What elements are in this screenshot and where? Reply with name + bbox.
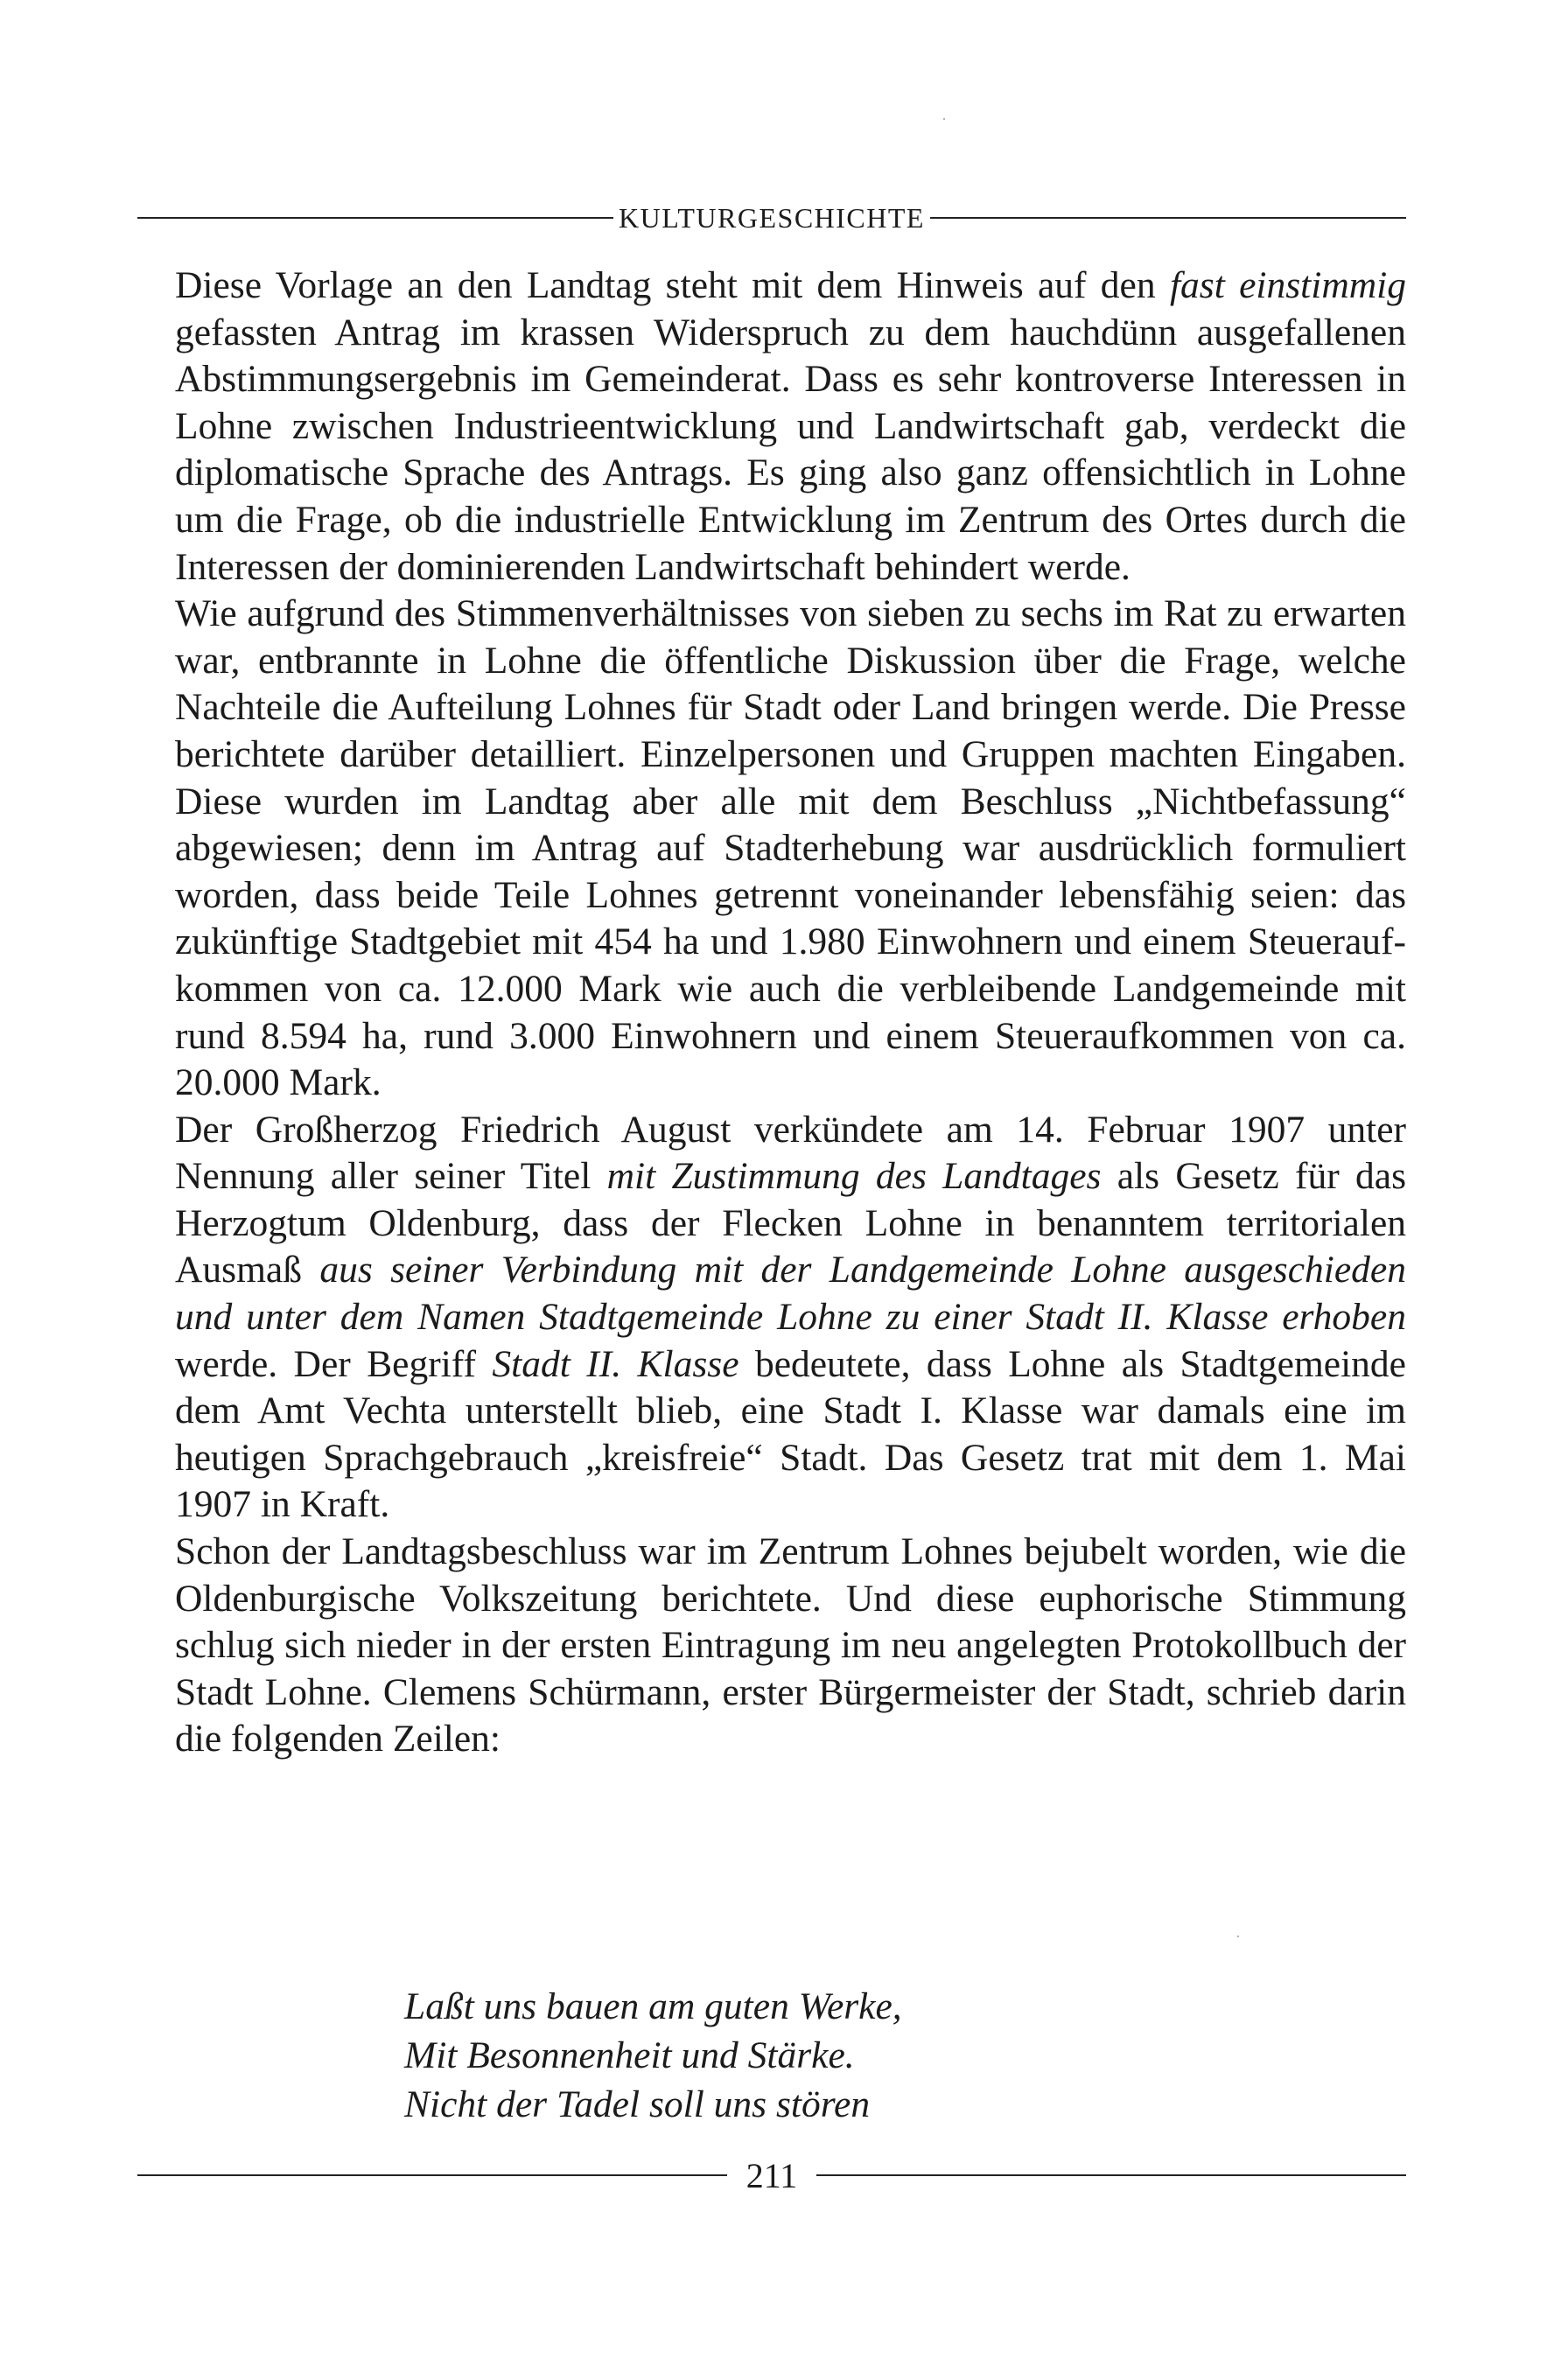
- paragraph-3-segment-7: bedeutete, dass Lohne als Stadtgemeinde dem Amt Vechta unterstellt blieb, eine Stadt I. Klasse war damals eine im heutigen Sprachgebrauch „kreisfreie“ Stadt. Das Gesetz trat mit dem 1. Mai 1907 in Kraft.: [175, 1342, 1406, 1526]
- body-text: [175, 262, 1406, 1763]
- paper-speck: [1237, 1936, 1239, 1937]
- paragraph-3-segment-4: aus seiner Verbindung mit der Landgemeinde Lohne ausgeschieden und unter dem Namen Stadtgemeinde Lohne zu einer Stadt II. Klasse erhoben: [175, 1249, 1406, 1339]
- paragraph-4: [175, 1529, 1406, 1763]
- poem-line-3: Nicht der Tadel soll uns stören: [404, 2083, 871, 2125]
- paragraph-3-segment-1: Der Großherzog Friedrich August verkündete am 14. Februar 1907 unter Nennung aller seiner Titel: [175, 1108, 1406, 1198]
- paper-speck: [943, 118, 945, 120]
- page-footer: [137, 2149, 1406, 2202]
- paragraph-4-segment-1: Schon der Landtagsbeschluss war im Zentrum Lohnes bejubelt worden, wie die Oldenburgische Volkszeitung berichtete. Und diese euphorische Stimmung schlug sich nieder in der ersten Eintragung im neu angelegten Protokollbuch der Stadt Lohne. Clemens Schürmann, erster Bürgermeister der Stadt, schrieb darin die folgenden Zeilen:: [175, 1530, 1406, 1760]
- paragraph-2: [175, 591, 1406, 1107]
- paragraph-3-segment-6: Stadt II. Klasse: [492, 1342, 739, 1385]
- header-rule-left: [137, 217, 613, 219]
- footer-rule-right: [816, 2174, 1406, 2176]
- paragraph-3-segment-5: werde. Der Begriff: [175, 1342, 493, 1385]
- paragraph-1-segment-3: gefassten Antrag im krassen Widerspruch zu dem hauchdünn ausgefallenen Abstimmungsergebnis im Gemeinderat. Dass es sehr kontroverse Interessen in Lohne zwischen Industrieentwicklung und Landwirtschaft gab, verdeckt die diplomatische Sprache des Antrags. Es ging also ganz offensichtlich in Lohne um die Frage, ob die industrielle Entwicklung im Zentrum des Ortes durch die Interessen der dominierenden Landwirtschaft behindert werde.: [175, 311, 1406, 588]
- footer-rule-left: [137, 2174, 727, 2176]
- header-rule-right: [930, 217, 1406, 219]
- paragraph-1: [175, 262, 1406, 591]
- paragraph-3-segment-2: mit Zustimmung des Landtages: [606, 1155, 1102, 1198]
- paragraph-1-segment-2: fast einstimmig: [1169, 264, 1407, 306]
- paragraph-2-segment-1: Wie aufgrund des Stimmenverhältnisses von sieben zu sechs im Rat zu erwarten war, entbrannte in Lohne die öffentliche Diskussion über die Frage, welche Nachteile die Aufteilung Lohnes für Stadt oder Land bringen werde. Die Presse berichtete darüber detailliert. Einzelpersonen und Gruppen machten Eingaben. Diese wurden im Landtag aber alle mit dem Beschluss „Nichtbefassung“ abgewiesen; denn im Antrag auf Stadterhebung war ausdrücklich formuliert worden, dass beide Teile Lohnes getrennt voneinander lebensfähig seien: das zukünftige Stadtgebiet mit 454 ha und 1.980 Einwohnern und einem Steueraufkommen von ca. 12.000 Mark wie auch die verbleibende Landgemeinde mit rund 8.594 ha, rund 3.000 Einwohnern und einem Steueraufkommen von ca. 20.000 Mark.: [175, 592, 1406, 1104]
- paragraph-3-segment-3: als Gesetz für das Herzogtum Oldenburg, dass der Flecken Lohne in benanntem territorialen Ausmaß: [175, 1155, 1406, 1292]
- paragraph-3: [175, 1107, 1406, 1529]
- paragraph-1-segment-1: Diese Vorlage an den Landtag steht mit dem Hinweis auf den: [175, 264, 1170, 306]
- running-header-title: KULTURGESCHICHTE: [619, 201, 925, 234]
- running-header: [137, 196, 1406, 240]
- poem-line-2: Mit Besonnenheit und Stärke.: [404, 2034, 855, 2076]
- poem-line-1: Laßt uns bauen am guten Werke,: [404, 1985, 902, 2027]
- poem: [404, 1982, 1192, 2129]
- page-number: 211: [746, 2155, 798, 2195]
